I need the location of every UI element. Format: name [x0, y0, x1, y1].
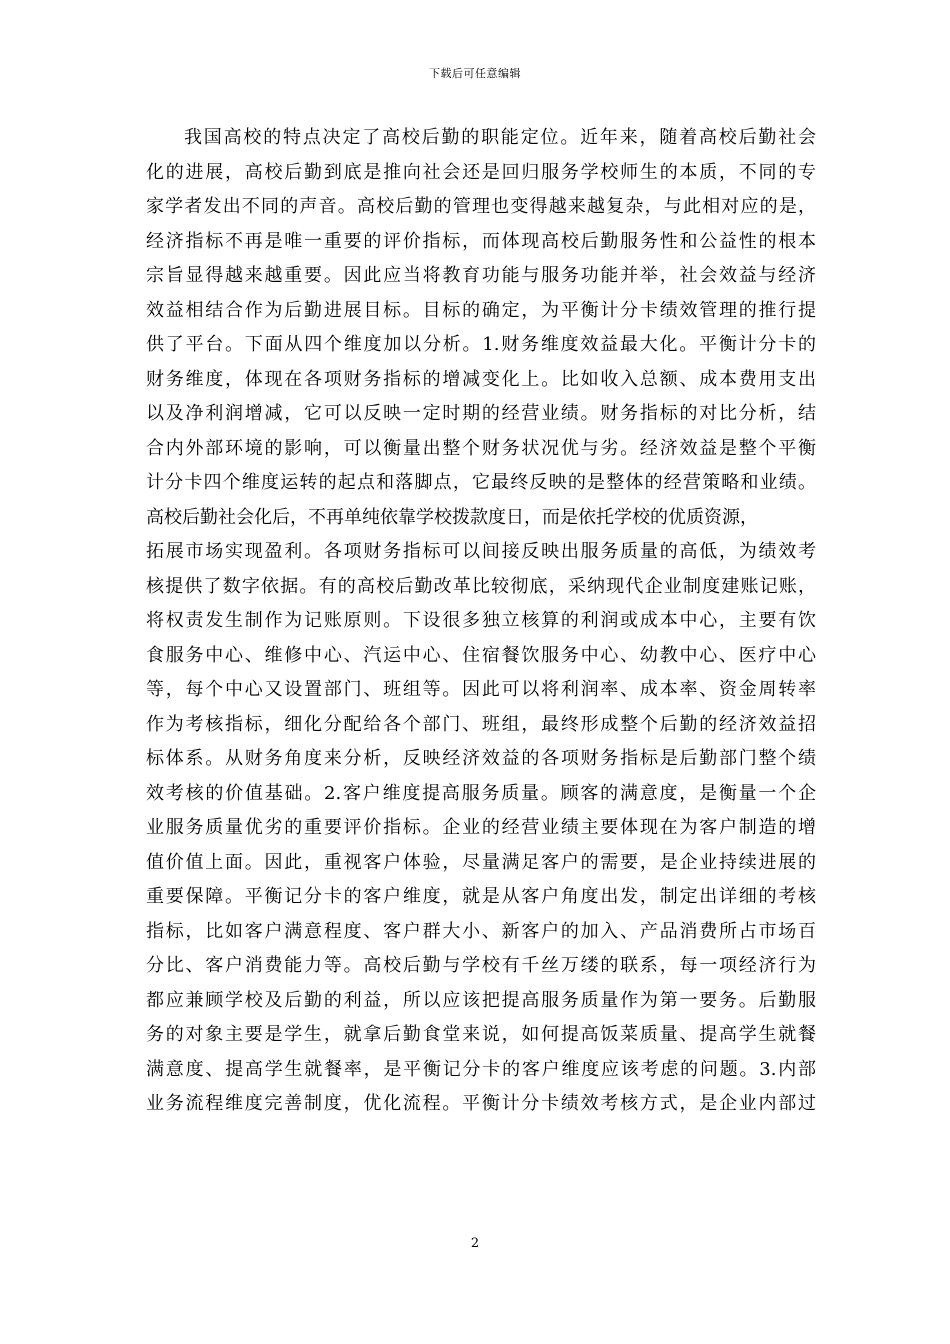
text-line: 业服务质量优劣的重要评价指标。企业的经营业绩主要体现在为客户制造的增: [146, 817, 816, 838]
text-line: 值价值上面。因此，重视客户体验，尽量满足客户的需要，是企业持续进展的: [146, 851, 816, 873]
text-line: 财务维度，体现在各项财务指标的增减变化上。比如收入总额、成本费用支出: [146, 368, 816, 390]
text-line: 重要保障。平衡记分卡的客户维度，就是从客户角度出发，制定出详细的考核: [146, 886, 816, 907]
text-line: 效益相结合作为后勤进展目标。目标的确定，为平衡计分卡绩效管理的推行提: [146, 299, 816, 321]
text-line: 都应兼顾学校及后勤的利益，所以应该把提高服务质量作为第一要务。后勤服: [146, 989, 816, 1011]
text-line: 等，每个中心又设置部门、班组等。因此可以将利润率、成本率、资金周转率: [146, 679, 816, 700]
text-line: 分比、客户消费能力等。高校后勤与学校有千丝万缕的联系，每一项经济行为: [146, 955, 816, 976]
text-line: 核提供了数字依据。有的高校后勤改革比较彻底，采纳现代企业制度建账记账，: [146, 575, 816, 597]
text-line: 以及净利润增减，它可以反映一定时期的经营业绩。财务指标的对比分析，结: [146, 403, 816, 424]
page-header: 下载后可任意编辑: [429, 67, 521, 80]
text-line: 食服务中心、维修中心、汽运中心、住宿餐饮服务中心、幼教中心、医疗中心: [146, 644, 816, 666]
text-line: 高校后勤社会化后，不再单纯依靠学校拨款度日，而是依托学校的优质资源，: [146, 506, 758, 528]
text-line: 我国高校的特点决定了高校后勤的职能定位。近年来，随着高校后勤社会: [184, 127, 816, 148]
text-line: 供了平台。下面从四个维度加以分析。1.财务维度效益最大化。平衡计分卡的: [146, 334, 816, 355]
page-number: 2: [470, 1236, 480, 1251]
text-line: 业务流程维度完善制度，优化流程。平衡计分卡绩效考核方式，是企业内部过: [146, 1093, 816, 1114]
text-line: 标体系。从财务角度来分析，反映经济效益的各项财务指标是后勤部门整个绩: [146, 748, 816, 769]
text-line: 合内外部环境的影响，可以衡量出整个财务状况优与劣。经济效益是整个平衡: [146, 437, 816, 459]
text-line: 作为考核指标，细化分配给各个部门、班组，最终形成整个后勤的经济效益招: [146, 713, 816, 735]
text-line: 效考核的价值基础。2.客户维度提高服务质量。顾客的满意度，是衡量一个企: [146, 782, 816, 804]
text-line: 家学者发出不同的声音。高校后勤的管理也变得越来越复杂，与此相对应的是，: [146, 196, 816, 217]
text-line: 计分卡四个维度运转的起点和落脚点，它最终反映的是整体的经营策略和业绩。: [146, 472, 816, 493]
text-line: 将权责发生制作为记账原则。下设很多独立核算的利润或成本中心，主要有饮: [146, 610, 816, 631]
text-line: 满意度、提高学生就餐率，是平衡记分卡的客户维度应该考虑的问题。3.内部: [146, 1058, 816, 1080]
text-line: 宗旨显得越来越重要。因此应当将教育功能与服务功能并举，社会效益与经济: [146, 265, 816, 286]
text-line: 经济指标不再是唯一重要的评价指标，而体现高校后勤服务性和公益性的根本: [146, 230, 816, 252]
text-line: 务的对象主要是学生，就拿后勤食堂来说，如何提高饭菜质量、提高学生就餐: [146, 1024, 816, 1045]
text-line: 指标，比如客户满意程度、客户群大小、新客户的加入、产品消费所占市场百: [146, 920, 816, 942]
text-line: 化的进展，高校后勤到底是推向社会还是回归服务学校师生的本质，不同的专: [146, 161, 816, 183]
body-paragraph: [146, 121, 816, 1122]
text-line: 拓展市场实现盈利。各项财务指标可以间接反映出服务质量的高低，为绩效考: [146, 541, 816, 562]
